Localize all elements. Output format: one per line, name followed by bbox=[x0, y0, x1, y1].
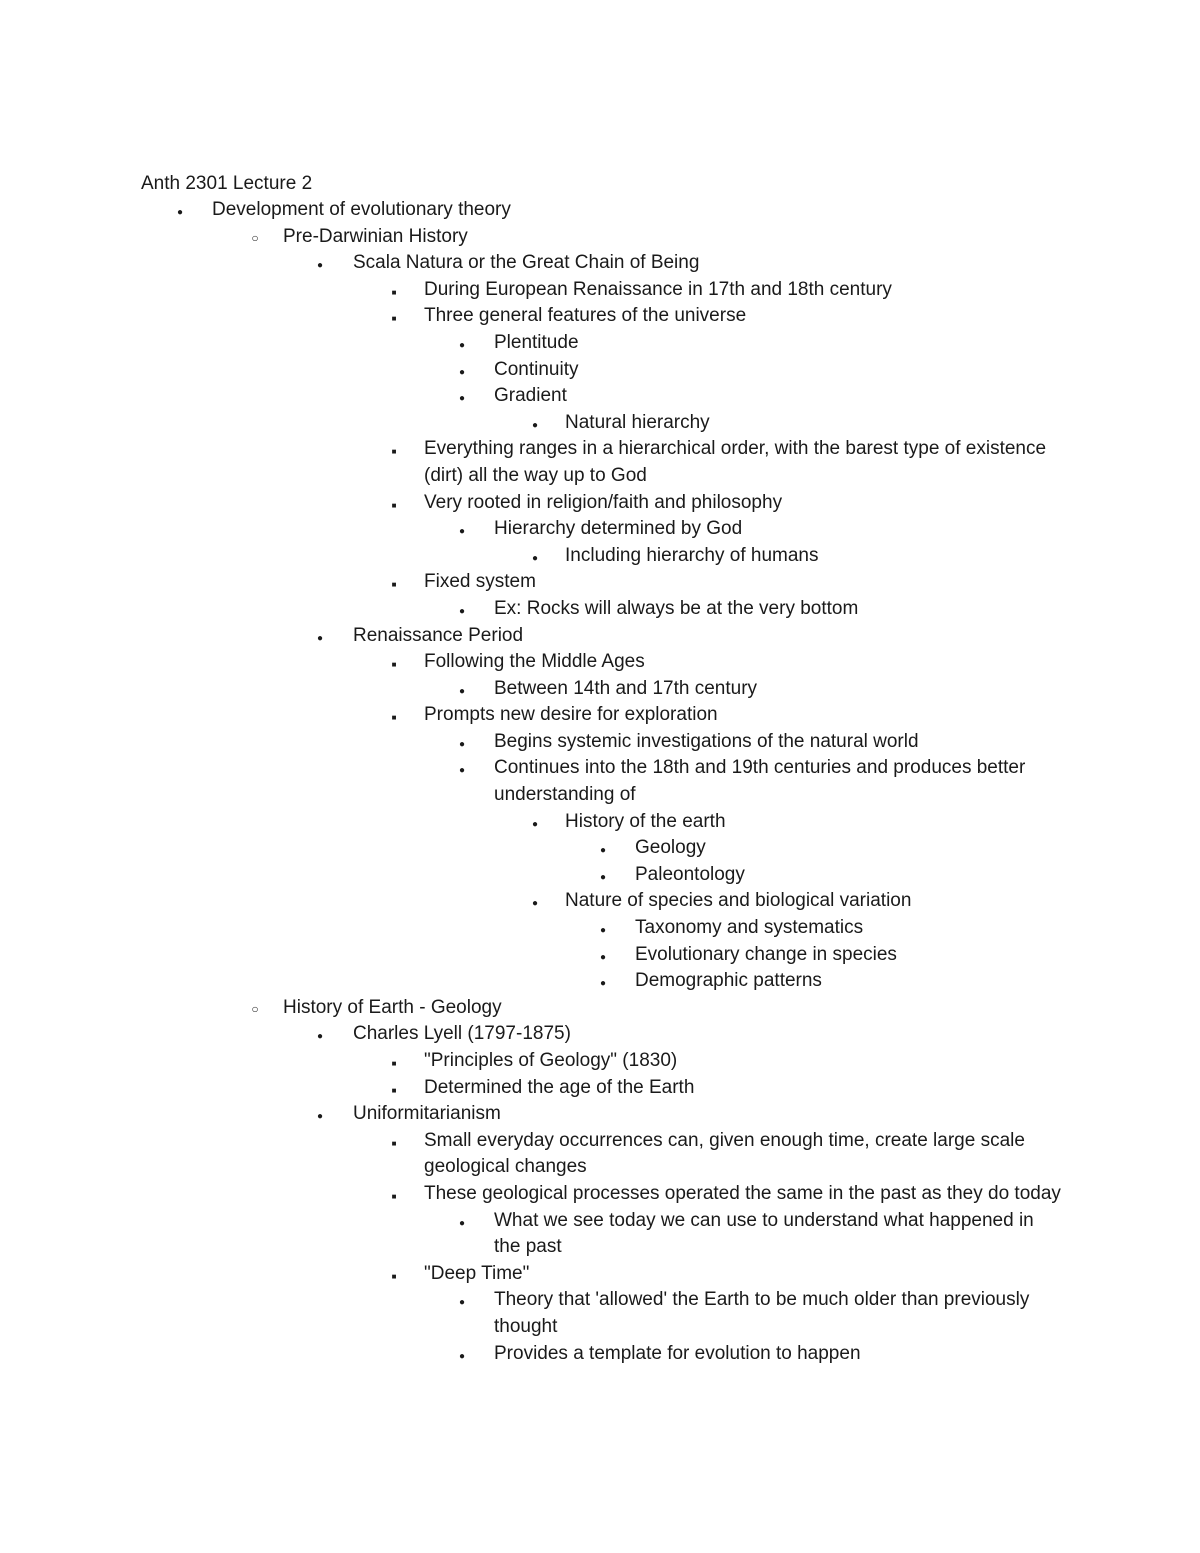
dot-bullet-icon bbox=[590, 862, 616, 892]
dot-bullet-icon bbox=[307, 623, 333, 653]
dot-bullet-icon bbox=[522, 888, 548, 918]
outline-item bbox=[0, 702, 1200, 729]
dot-bullet-icon bbox=[449, 1208, 475, 1238]
outline-item bbox=[0, 543, 1200, 570]
square-bullet-icon bbox=[381, 490, 407, 520]
dot-bullet-icon bbox=[307, 250, 333, 280]
outline-item bbox=[0, 490, 1200, 517]
dot-bullet-icon bbox=[167, 197, 193, 227]
dot-bullet-icon bbox=[307, 1101, 333, 1131]
square-bullet-icon bbox=[381, 303, 407, 333]
outline-item-text: Ex: Rocks will always be at the very bottom bbox=[494, 597, 859, 619]
outline-item-text: What we see today we can use to understand what happened in the past bbox=[494, 1209, 1034, 1258]
outline-item-text: History of Earth - Geology bbox=[283, 996, 502, 1018]
dot-bullet-icon bbox=[590, 968, 616, 998]
outline-item-text: Very rooted in religion/faith and philosophy bbox=[424, 491, 783, 513]
outline-item bbox=[0, 277, 1200, 304]
dot-bullet-icon bbox=[449, 357, 475, 387]
outline-item-text: Renaissance Period bbox=[353, 624, 524, 646]
outline-item bbox=[0, 1181, 1200, 1208]
outline-item bbox=[0, 1341, 1200, 1368]
outline-item-text: These geological processes operated the same in the past as they do today bbox=[424, 1182, 1061, 1204]
outline-item bbox=[0, 1048, 1200, 1075]
dot-bullet-icon bbox=[449, 1287, 475, 1317]
dot-bullet-icon bbox=[522, 543, 548, 573]
outline-item-text: Continues into the 18th and 19th centuries and produces better understanding of bbox=[494, 757, 1026, 806]
outline-item-text: Prompts new desire for exploration bbox=[424, 704, 718, 726]
outline-item-text: Between 14th and 17th century bbox=[494, 677, 758, 699]
outline-item-text: During European Renaissance in 17th and 18th century bbox=[424, 278, 892, 300]
outline-item bbox=[0, 303, 1200, 330]
outline-item-text: Theory that 'allowed' the Earth to be much older than previously thought bbox=[494, 1289, 1030, 1337]
outline-item bbox=[0, 649, 1200, 676]
outline-item bbox=[0, 942, 1200, 969]
outline-item-text: Determined the age of the Earth bbox=[424, 1076, 695, 1098]
outline-item-text: Evolutionary change in species bbox=[635, 943, 897, 965]
outline-item-text: Continuity bbox=[494, 358, 579, 380]
outline-item-text: Hierarchy determined by God bbox=[494, 518, 743, 540]
dot-bullet-icon bbox=[449, 729, 475, 759]
outline-item bbox=[0, 862, 1200, 889]
outline-item-text: History of the earth bbox=[565, 810, 726, 832]
dot-bullet-icon bbox=[522, 809, 548, 839]
outline-item-text: Pre-Darwinian History bbox=[283, 225, 468, 247]
outline-item-text: "Deep Time" bbox=[424, 1262, 530, 1284]
outline-item bbox=[0, 197, 1200, 224]
outline-item-text: Uniformitarianism bbox=[353, 1103, 501, 1125]
square-bullet-icon bbox=[381, 1075, 407, 1105]
circle-bullet-icon bbox=[242, 995, 268, 1023]
outline-item bbox=[0, 1021, 1200, 1048]
outline-item bbox=[0, 995, 1200, 1022]
outline-item-text: Following the Middle Ages bbox=[424, 651, 645, 673]
square-bullet-icon bbox=[381, 702, 407, 732]
outline-item-text: Including hierarchy of humans bbox=[565, 544, 819, 566]
outline-item bbox=[0, 915, 1200, 942]
square-bullet-icon bbox=[381, 277, 407, 307]
outline-item bbox=[0, 623, 1200, 650]
dot-bullet-icon bbox=[590, 942, 616, 972]
outline-item bbox=[0, 330, 1200, 357]
outline-item-text: Taxonomy and systematics bbox=[635, 917, 864, 939]
document-title: Anth 2301 Lecture 2 bbox=[141, 173, 313, 194]
outline-item-text: Provides a template for evolution to happen bbox=[494, 1342, 861, 1364]
outline-item bbox=[0, 1287, 1200, 1340]
dot-bullet-icon bbox=[449, 755, 475, 785]
outline-item bbox=[0, 1101, 1200, 1128]
dot-bullet-icon bbox=[590, 835, 616, 865]
dot-bullet-icon bbox=[590, 915, 616, 945]
dot-bullet-icon bbox=[449, 596, 475, 626]
outline-item bbox=[0, 755, 1200, 808]
outline-item-text: "Principles of Geology" (1830) bbox=[424, 1050, 678, 1071]
outline-item-text: Three general features of the universe bbox=[424, 305, 747, 327]
outline-item-text: Demographic patterns bbox=[635, 970, 822, 992]
outline-item-text: Everything ranges in a hierarchical order, with the barest type of existence (dirt) all the way up to God bbox=[424, 438, 1047, 486]
outline-item bbox=[0, 357, 1200, 384]
circle-bullet-icon bbox=[242, 224, 268, 252]
outline-item bbox=[0, 729, 1200, 756]
outline-item bbox=[0, 835, 1200, 862]
outline-item-text: Development of evolutionary theory bbox=[212, 199, 511, 220]
outline-item bbox=[0, 596, 1200, 623]
square-bullet-icon bbox=[381, 1181, 407, 1211]
outline-item bbox=[0, 436, 1200, 489]
outline-item bbox=[0, 968, 1200, 995]
dot-bullet-icon bbox=[449, 676, 475, 706]
square-bullet-icon bbox=[381, 1048, 407, 1078]
dot-bullet-icon bbox=[307, 1021, 333, 1051]
outline-item bbox=[0, 676, 1200, 703]
dot-bullet-icon bbox=[449, 516, 475, 546]
outline-item bbox=[0, 410, 1200, 437]
square-bullet-icon bbox=[381, 649, 407, 679]
square-bullet-icon bbox=[381, 436, 407, 466]
outline-item-text: Geology bbox=[635, 837, 706, 859]
outline-item-text: Small everyday occurrences can, given enough time, create large scale geological changes bbox=[424, 1129, 1025, 1178]
outline-item-text: Fixed system bbox=[424, 571, 536, 593]
outline-item bbox=[0, 809, 1200, 836]
outline-item-text: Begins systemic investigations of the natural world bbox=[494, 730, 919, 752]
square-bullet-icon bbox=[381, 1128, 407, 1158]
square-bullet-icon bbox=[381, 1261, 407, 1291]
outline-item bbox=[0, 516, 1200, 543]
outline-item-text: Nature of species and biological variation bbox=[565, 890, 912, 912]
dot-bullet-icon bbox=[449, 383, 475, 413]
outline-item-text: Charles Lyell (1797-1875) bbox=[353, 1023, 571, 1045]
outline-item-text: Gradient bbox=[494, 385, 567, 407]
outline-list bbox=[0, 197, 1200, 1367]
outline-item bbox=[0, 1261, 1200, 1288]
dot-bullet-icon bbox=[449, 330, 475, 360]
outline-item bbox=[0, 1075, 1200, 1102]
outline-item bbox=[0, 383, 1200, 410]
outline-item-text: Natural hierarchy bbox=[565, 411, 710, 433]
square-bullet-icon bbox=[381, 569, 407, 599]
dot-bullet-icon bbox=[522, 410, 548, 440]
outline-item-text: Paleontology bbox=[635, 863, 745, 885]
outline-item bbox=[0, 250, 1200, 277]
outline-item bbox=[0, 224, 1200, 251]
dot-bullet-icon bbox=[449, 1341, 475, 1371]
outline-item bbox=[0, 1128, 1200, 1181]
outline-item bbox=[0, 1208, 1200, 1261]
outline-item bbox=[0, 888, 1200, 915]
outline-item-text: Plentitude bbox=[494, 331, 579, 353]
outline-item-text: Scala Natura or the Great Chain of Being bbox=[353, 252, 700, 274]
outline-item bbox=[0, 569, 1200, 596]
